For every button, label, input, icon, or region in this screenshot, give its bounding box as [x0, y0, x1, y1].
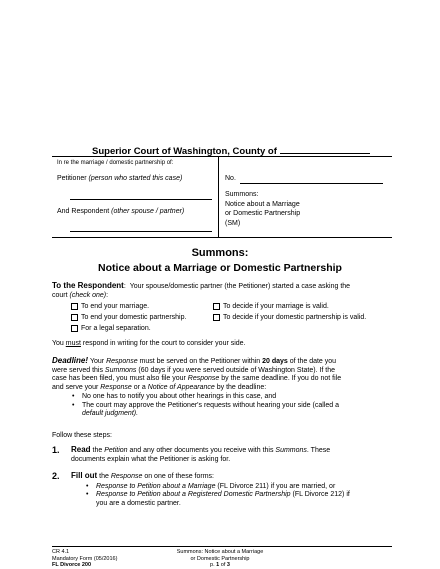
page-total: 3: [226, 562, 230, 568]
petitioner-name-blank[interactable]: [70, 199, 212, 200]
option-legal-separation[interactable]: [71, 325, 151, 332]
text: on one of these forms:: [142, 473, 214, 480]
court-word: court: [52, 291, 70, 299]
doc-title-line: or Domestic Partnership: [225, 210, 301, 217]
step-2-verb: Fill out: [71, 471, 98, 480]
list-item: [86, 491, 391, 508]
option-label: To end your marriage.: [81, 303, 150, 310]
text: p.: [210, 562, 217, 568]
list-item: [86, 483, 391, 492]
text: and serve your: [52, 383, 101, 391]
text: Summons: [104, 366, 137, 374]
deadline-line-1: [52, 357, 392, 367]
step-1-line-2: documents explain what the Petitioner is asking for.: [71, 455, 231, 463]
text: You: [52, 340, 66, 347]
footer-form-id: FL Divorce 200: [52, 562, 92, 568]
text: of the date you: [287, 358, 337, 365]
text: (FL Divorce 212) if: [290, 491, 350, 498]
step-1-verb: Read: [71, 445, 91, 454]
page-subtitle: Notice about a Marriage or Domestic Partnership: [98, 262, 342, 274]
respondent-line: [57, 208, 184, 215]
check-one-hint: (check one): [69, 291, 107, 299]
checkbox[interactable]: [71, 314, 78, 321]
respondent-intro: [52, 282, 392, 292]
doc-title-line: (SM): [225, 219, 241, 227]
list-item: [72, 402, 392, 419]
check-one-line: [52, 292, 392, 301]
text: by the same deadline. If you do not file: [219, 375, 342, 382]
footer-form-status: Mandatory Form (05/2016): [52, 555, 118, 562]
case-number-blank[interactable]: [240, 183, 383, 184]
step-1-number: 1.: [52, 445, 60, 455]
option-label: To decide if your domestic partnership is valid.: [223, 314, 367, 321]
doc-title-line: Summons:: [225, 191, 259, 198]
text: Response: [106, 358, 138, 365]
petitioner-hint: (person who started this case): [88, 175, 183, 182]
option-label: To decide if your marriage is valid.: [223, 303, 329, 310]
footer-center: [165, 549, 275, 569]
text: by the deadline:: [214, 383, 267, 391]
text: Response: [187, 375, 220, 382]
case-no-label: No.: [225, 175, 236, 182]
text: Notice of Appearance: [147, 383, 215, 391]
checkbox[interactable]: [71, 325, 78, 332]
caption-divider: [218, 156, 219, 237]
caption-bottom-rule: [52, 237, 392, 238]
step-2-bullets: [86, 483, 391, 509]
must-respond-line: [52, 340, 246, 349]
in-re-label: In re the marriage / domestic partnership of:: [57, 160, 174, 166]
text: (60 days if you were served outside of Washington State). If the: [136, 366, 336, 374]
respondent-hint: (other spouse / partner): [111, 208, 185, 215]
text: the: [90, 447, 105, 454]
text: of: [219, 562, 227, 568]
page-indicator: [165, 562, 275, 569]
deadline-line-3: [52, 375, 392, 384]
text: Your: [89, 358, 107, 365]
text: Response to Petition about a Marriage: [96, 482, 216, 490]
text: Response: [110, 473, 143, 480]
checkbox[interactable]: [71, 303, 78, 310]
text: respond in writing for the court to consider your side.: [80, 340, 246, 347]
text: 20 days: [262, 358, 288, 365]
doc-title-line: Notice about a Marriage: [225, 200, 300, 208]
text: or a: [131, 383, 148, 391]
footer-title-line: Summons: Notice about a Marriage: [176, 549, 264, 555]
respondent-name-blank[interactable]: [70, 231, 212, 232]
text: The court may approve the Petitioner's requests without hearing your side (called a: [82, 401, 339, 409]
deadline-bullets: [72, 393, 392, 419]
document-title-block: [225, 190, 300, 228]
page-number: 1: [216, 562, 220, 568]
respondent-section: [52, 282, 392, 300]
text: and any other documents you receive with this: [127, 447, 276, 454]
petitioner-line: [57, 175, 182, 182]
option-partnership-valid[interactable]: [213, 314, 366, 321]
text: . These: [306, 447, 331, 454]
colon-text: :: [106, 291, 109, 299]
step-2-number: 2.: [52, 471, 60, 481]
respondent-text: Your spouse/domestic partner (the Petitioner) started a case asking the: [129, 283, 351, 290]
text: case has been filed, you must also file your: [52, 375, 188, 382]
step-1: [71, 446, 391, 464]
text: were served this: [52, 366, 105, 374]
step-1-line-1: [71, 446, 391, 456]
option-end-marriage[interactable]: [71, 303, 149, 310]
deadline-section: [52, 357, 392, 419]
text: Response to Petition about a Registered Domestic Partnership: [96, 491, 291, 498]
option-label: For a legal separation.: [81, 325, 151, 332]
deadline-line-2: [52, 367, 392, 376]
text: Summons: [275, 447, 307, 454]
caption-top-rule: [52, 156, 392, 157]
steps-intro: Follow these steps:: [52, 432, 112, 439]
option-marriage-valid[interactable]: [213, 303, 329, 310]
option-end-partnership[interactable]: [71, 314, 186, 321]
text: Petition: [104, 447, 128, 454]
text: you are a domestic partner.: [96, 499, 181, 507]
list-item: [72, 393, 392, 402]
step-2: [71, 472, 391, 508]
deadline-line-4: [52, 384, 392, 393]
option-label: To end your domestic partnership.: [81, 314, 187, 321]
step-2-line-1: [71, 472, 391, 482]
text: default judgment).: [82, 410, 139, 417]
footer-title-line: or Domestic Partnership: [190, 555, 250, 562]
respondent-heading: To the Respondent: [52, 281, 124, 290]
checkbox[interactable]: [213, 303, 220, 310]
footer-rule-ref: CR 4.1: [52, 549, 70, 555]
checkbox[interactable]: [213, 314, 220, 321]
text: Response: [100, 383, 132, 391]
respondent-label: And Respondent: [57, 208, 110, 215]
footer-rule: [52, 546, 392, 547]
text: (FL Divorce 211) if you are married, or: [215, 482, 336, 490]
must-word: must: [65, 340, 81, 347]
petitioner-label: Petitioner: [57, 175, 87, 182]
text: must be served on the Petitioner within: [137, 358, 263, 365]
court-title-text: Superior Court of Washington, County of: [92, 146, 277, 157]
text: the: [97, 473, 111, 480]
text: No one has to notify you about other hearings in this case, and: [82, 393, 277, 400]
deadline-label: Deadline!: [52, 356, 89, 365]
county-blank[interactable]: [280, 145, 370, 154]
page-title: Summons:: [191, 247, 249, 259]
footer-left: [52, 549, 117, 569]
colon-text: :: [123, 283, 130, 290]
